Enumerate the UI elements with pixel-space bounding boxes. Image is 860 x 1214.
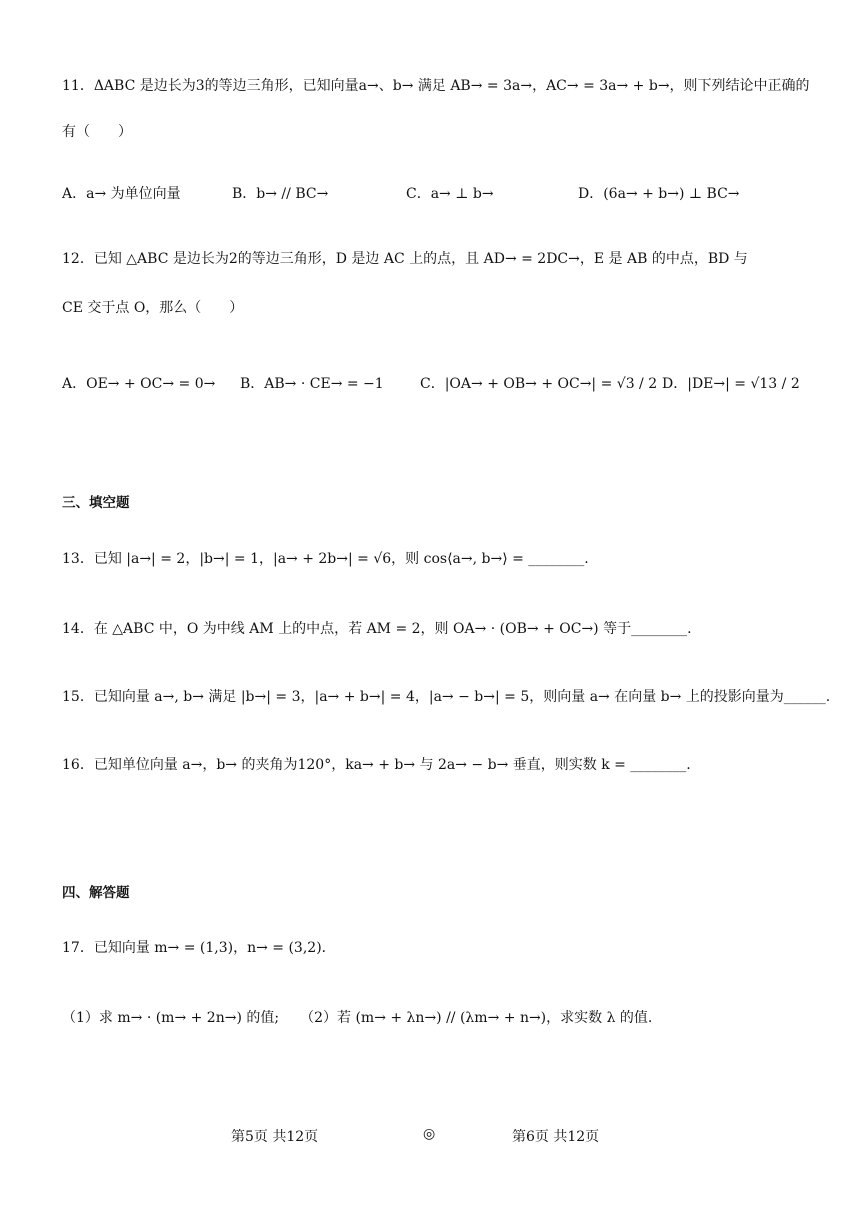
section-fill-blank-heading: 三、填空题 [62,495,130,511]
q15: 15．已知向量 a→, b→ 满足 |b→| = 3，|a→ + b→| = 4，|a→ − b→| = 5，则向量 a→ 在向量 b→ 上的投影向量为______. [62,689,831,705]
footer-page-right: 第6页 共12页 [512,1129,600,1145]
q12-stem-cont: CE 交于点 O，那么（ ） [62,300,244,316]
q12-option-c: C．|OA→ + OB→ + OC→| = √3 / 2 [420,376,658,392]
q12-option-b: B．AB→ · CE→ = −1 [240,376,384,392]
q12-option-a: A．OE→ + OC→ = 0→ [62,376,216,392]
q11-option-a: A．a→ 为单位向量 [62,186,181,202]
q13: 13．已知 |a→| = 2，|b→| = 1，|a→ + 2b→| = √6，则 cos⟨a→, b→⟩ = ________. [62,551,589,567]
section-answer-heading: 四、解答题 [62,885,130,901]
footer-center-mark: ◎ [423,1126,436,1142]
q11-option-b: B．b→ // BC→ [232,186,329,202]
q12-stem: 12．已知 △ABC 是边长为2的等边三角形，D 是边 AC 上的点，且 AD→ = 2DC→，E 是 AB 的中点，BD 与 [62,251,748,267]
q17-stem: 17．已知向量 m→ = (1,3)，n→ = (3,2)． [62,940,336,956]
q11-stem: 11．ΔABC 是边长为3的等边三角形，已知向量a→、b→ 满足 AB→ = 3a→，AC→ = 3a→ + b→，则下列结论中正确的 [62,78,810,94]
q12-option-d: D．|DE→| = √13 / 2 [662,376,800,392]
q11-stem-cont: 有（ ） [62,124,132,140]
q14: 14．在 △ABC 中，O 为中线 AM 上的中点，若 AM = 2，则 OA→ · (OB→ + OC→) 等于________. [62,621,692,637]
q16: 16．已知单位向量 a→，b→ 的夹角为120°，ka→ + b→ 与 2a→ − b→ 垂直，则实数 k = ________. [62,757,691,773]
q17-parts: （1）求 m→ · (m→ + 2n→) 的值; （2）若 (m→ + λn→) // (λm→ + n→)，求实数 λ 的值. [62,1010,653,1026]
q11-option-d: D．(6a→ + b→) ⊥ BC→ [578,186,740,202]
q11-option-c: C．a→ ⊥ b→ [406,186,494,202]
footer-page-left: 第5页 共12页 [231,1129,319,1145]
